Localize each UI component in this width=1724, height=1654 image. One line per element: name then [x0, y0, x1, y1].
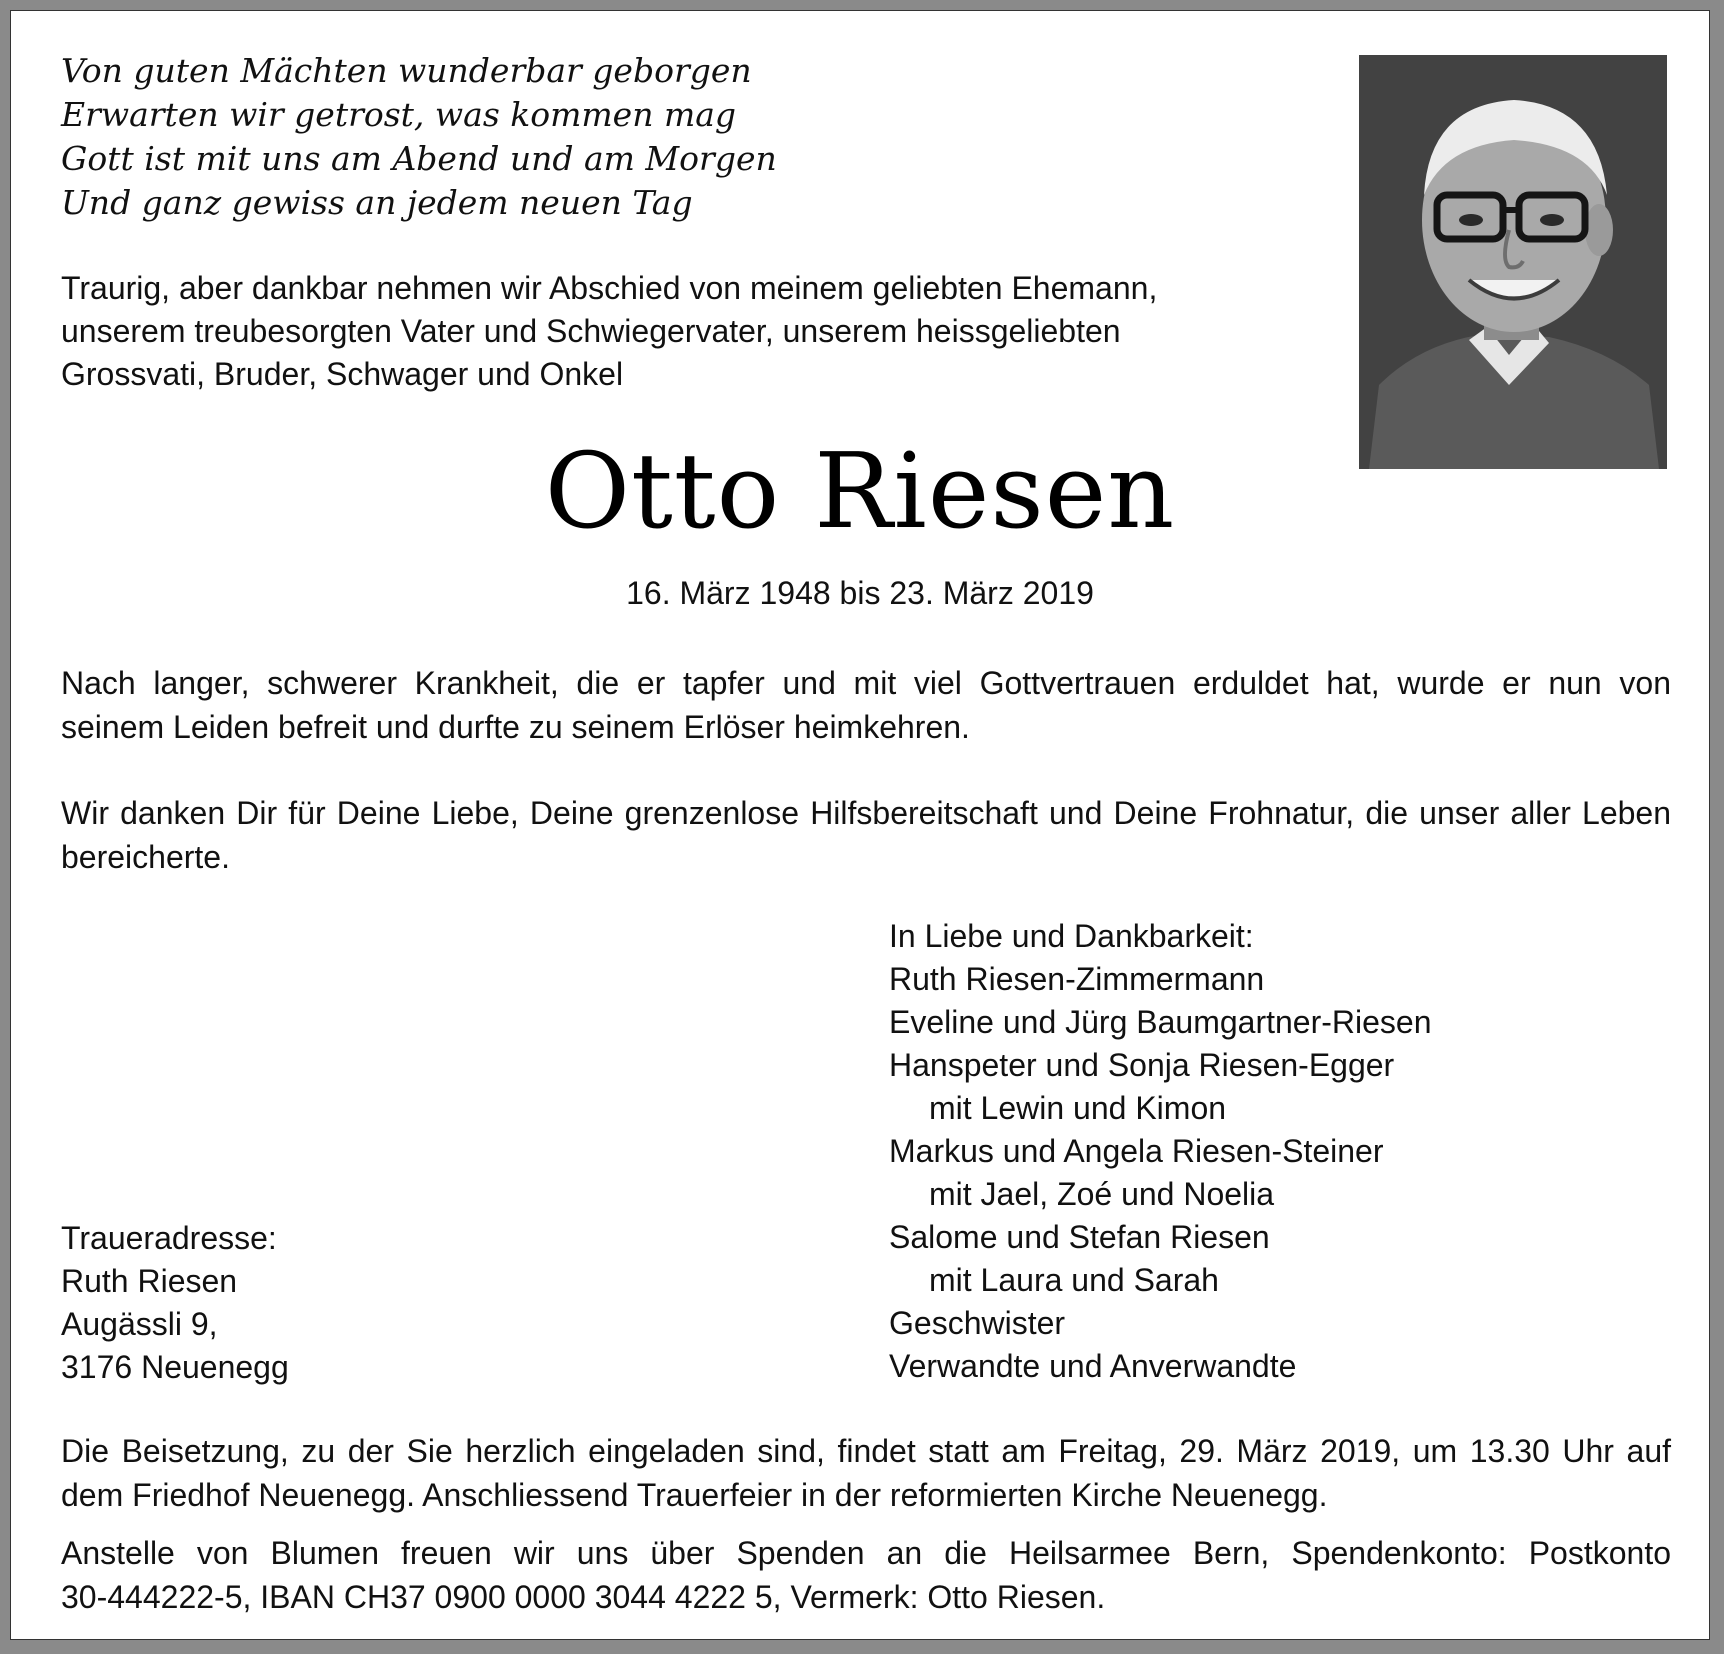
paragraph-line: bereicherte.: [61, 839, 230, 875]
paragraph-line: Anstelle von Blumen freuen wir uns über Spenden an die Heilsarmee Bern, Spendenkonto: Postkonto: [61, 1535, 1671, 1571]
address-line: 3176 Neuenegg: [61, 1349, 289, 1385]
poem-line: Gott ist mit uns am Abend und am Morgen: [61, 139, 777, 178]
poem: [61, 49, 777, 225]
mourner: Salome und Stefan Riesen: [889, 1219, 1270, 1255]
paragraph-line: dem Friedhof Neuenegg. Anschliessend Trauerfeier in der reformierten Kirche Neuenegg.: [61, 1477, 1328, 1513]
life-dates: 16. März 1948 bis 23. März 2019: [626, 575, 1094, 611]
mourners-list: [889, 915, 1432, 1388]
mourner: Geschwister: [889, 1305, 1066, 1341]
mourner: Ruth Riesen-Zimmermann: [889, 961, 1265, 997]
address-heading: Traueradresse:: [61, 1220, 277, 1256]
mourner: Eveline und Jürg Baumgartner-Riesen: [889, 1004, 1432, 1040]
deceased-name: Otto Riesen: [544, 430, 1176, 552]
mourners-heading: In Liebe und Dankbarkeit:: [889, 918, 1254, 954]
poem-line: Erwarten wir getrost, was kommen mag: [61, 95, 737, 134]
address-line: Augässli 9,: [61, 1306, 218, 1342]
paragraph-line: Wir danken Dir für Deine Liebe, Deine grenzenlose Hilfsbereitschaft und Deine Frohnatur, die unser aller Leben: [61, 795, 1671, 831]
paragraph-donations: [61, 1531, 1671, 1619]
paragraph-line: Nach langer, schwerer Krankheit, die er tapfer und mit viel Gottvertrauen erduldet hat, wurde er nun von: [61, 665, 1671, 701]
mourning-address: [61, 1217, 289, 1389]
mourner-children: mit Lewin und Kimon: [929, 1090, 1227, 1126]
mourner: Hanspeter und Sonja Riesen-Egger: [889, 1047, 1395, 1083]
address-line: Ruth Riesen: [61, 1263, 238, 1299]
mourner: Verwandte und Anverwandte: [889, 1348, 1297, 1384]
poem-line: Von guten Mächten wunderbar geborgen: [61, 51, 752, 90]
mourner-children: mit Jael, Zoé und Noelia: [929, 1176, 1275, 1212]
intro-text: [61, 267, 1157, 396]
poem-line: Und ganz gewiss an jedem neuen Tag: [61, 183, 693, 222]
paragraph-line: 30-444222-5, IBAN CH37 0900 0000 3044 4222 5, Vermerk: Otto Riesen.: [61, 1579, 1106, 1615]
mourner: Markus und Angela Riesen-Steiner: [889, 1133, 1384, 1169]
portrait-photo: [1359, 55, 1667, 469]
intro-line: unserem treubesorgten Vater und Schwiegervater, unserem heissgeliebten: [61, 313, 1121, 349]
intro-line: Traurig, aber dankbar nehmen wir Abschied von meinem geliebten Ehemann,: [61, 270, 1158, 306]
obituary-card: [10, 10, 1710, 1640]
paragraph-line: seinem Leiden befreit und durfte zu seinem Erlöser heimkehren.: [61, 709, 970, 745]
mourner-children: mit Laura und Sarah: [929, 1262, 1219, 1298]
portrait-illustration: [1359, 55, 1667, 469]
paragraph-thanks: [61, 791, 1671, 879]
paragraph-funeral: [61, 1429, 1671, 1517]
paragraph-line: Die Beisetzung, zu der Sie herzlich eingeladen sind, findet statt am Freitag, 29. März 2019, um 13.30 Uhr auf: [61, 1433, 1671, 1469]
paragraph-illness: [61, 661, 1671, 749]
intro-line: Grossvati, Bruder, Schwager und Onkel: [61, 356, 624, 392]
